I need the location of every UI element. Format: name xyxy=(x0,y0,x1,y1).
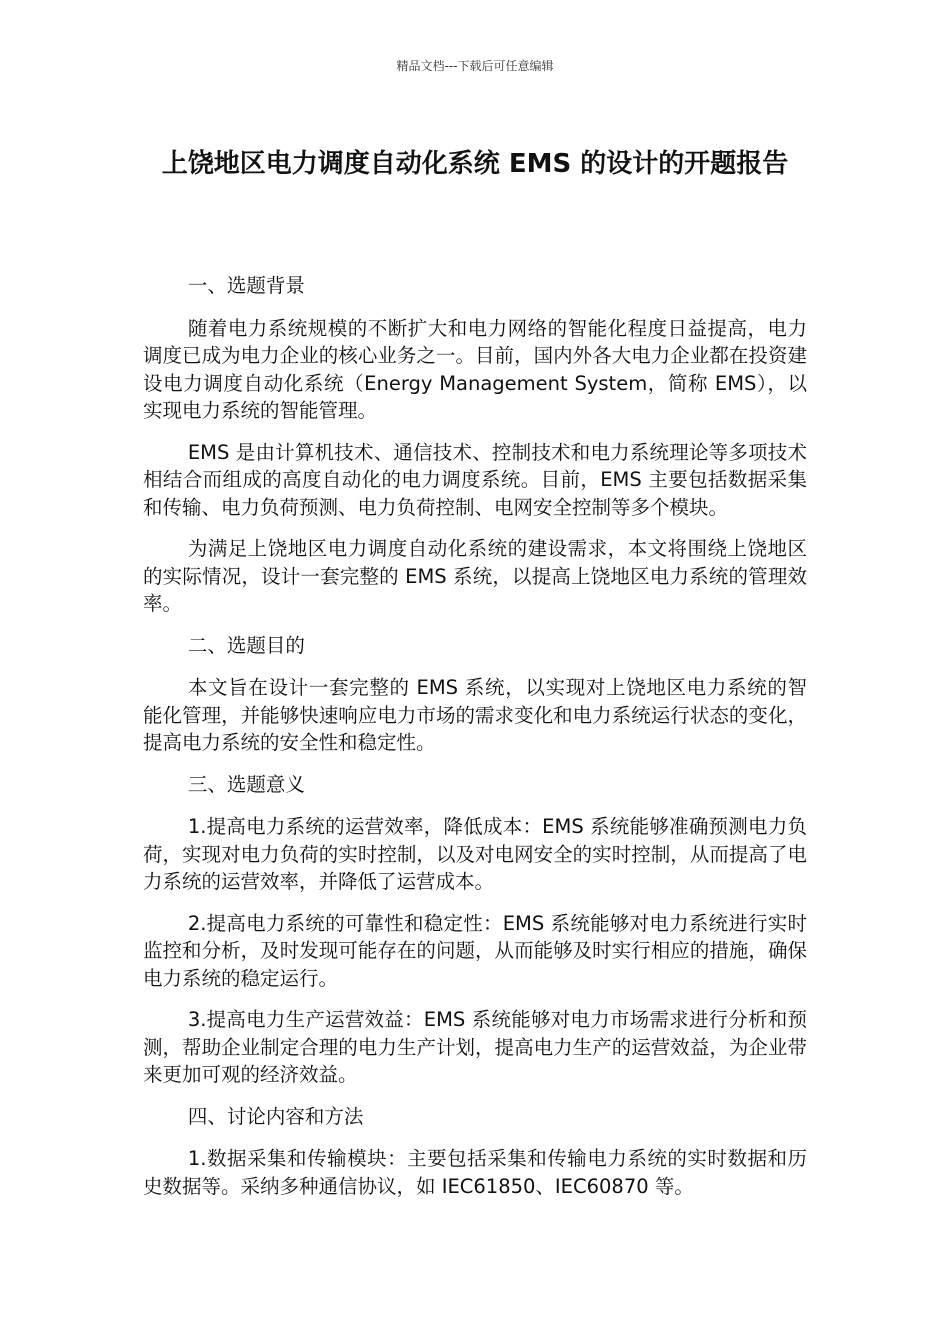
section-heading-background: 一、选题背景 xyxy=(187,274,305,297)
paragraph-background-1: 随着电力系统规模的不断扩大和电力网络的智能化程度日益提高，电力调度已成为电力企业的核心业务之一。目前，国内外各大电力企业都在投资建设电力调度自动化系统（Energy Management System，简称 EMS），以实现电力系统的智能管理。 xyxy=(143,316,807,422)
paragraph-significance-1: 1.提高电力系统的运营效率，降低成本：EMS 系统能够准确预测电力负荷，实现对电力负荷的实时控制，以及对电网安全的实时控制，从而提高了电力系统的运营效率，并降低了运营成本。 xyxy=(143,815,807,893)
paragraph-content-methods-1: 1.数据采集和传输模块：主要包括采集和传输电力系统的实时数据和历史数据等。采纳多种通信协议，如 IEC61850、IEC60870 等。 xyxy=(143,1147,807,1198)
paragraph-background-3: 为满足上饶地区电力调度自动化系统的建设需求，本文将围绕上饶地区的实际情况，设计一套完整的 EMS 系统，以提高上饶地区电力系统的管理效率。 xyxy=(143,537,807,615)
section-heading-content-methods: 四、讨论内容和方法 xyxy=(187,1104,364,1128)
section-heading-purpose: 二、选题目的 xyxy=(187,633,305,657)
paragraph-significance-2: 2.提高电力系统的可靠性和稳定性：EMS 系统能够对电力系统进行实时监控和分析，及时发现可能存在的问题，从而能够及时实行相应的措施，确保电力系统的稳定运行。 xyxy=(143,911,807,990)
paragraph-background-2: EMS 是由计算机技术、通信技术、控制技术和电力系统理论等多项技术相结合而组成的高度自动化的电力调度系统。目前，EMS 主要包括数据采集和传输、电力负荷预测、电力负荷控制、电网安全控制等多个模块。 xyxy=(143,440,807,519)
document-body xyxy=(143,272,807,1214)
header-note: 精品文档---下载后可任意编辑 xyxy=(396,59,554,73)
section-heading-significance: 三、选题意义 xyxy=(187,772,305,796)
paragraph-purpose: 本文旨在设计一套完整的 EMS 系统，以实现对上饶地区电力系统的智能化管理，并能够快速响应电力市场的需求变化和电力系统运行状态的变化，提高电力系统的安全性和稳定性。 xyxy=(143,676,807,754)
document-title: 上饶地区电力调度自动化系统 EMS 的设计的开题报告 xyxy=(161,149,789,179)
paragraph-significance-3: 3.提高电力生产运营效益：EMS 系统能够对电力市场需求进行分析和预测，帮助企业制定合理的电力生产计划，提高电力生产的运营效益，为企业带来更加可观的经济效益。 xyxy=(143,1008,807,1086)
